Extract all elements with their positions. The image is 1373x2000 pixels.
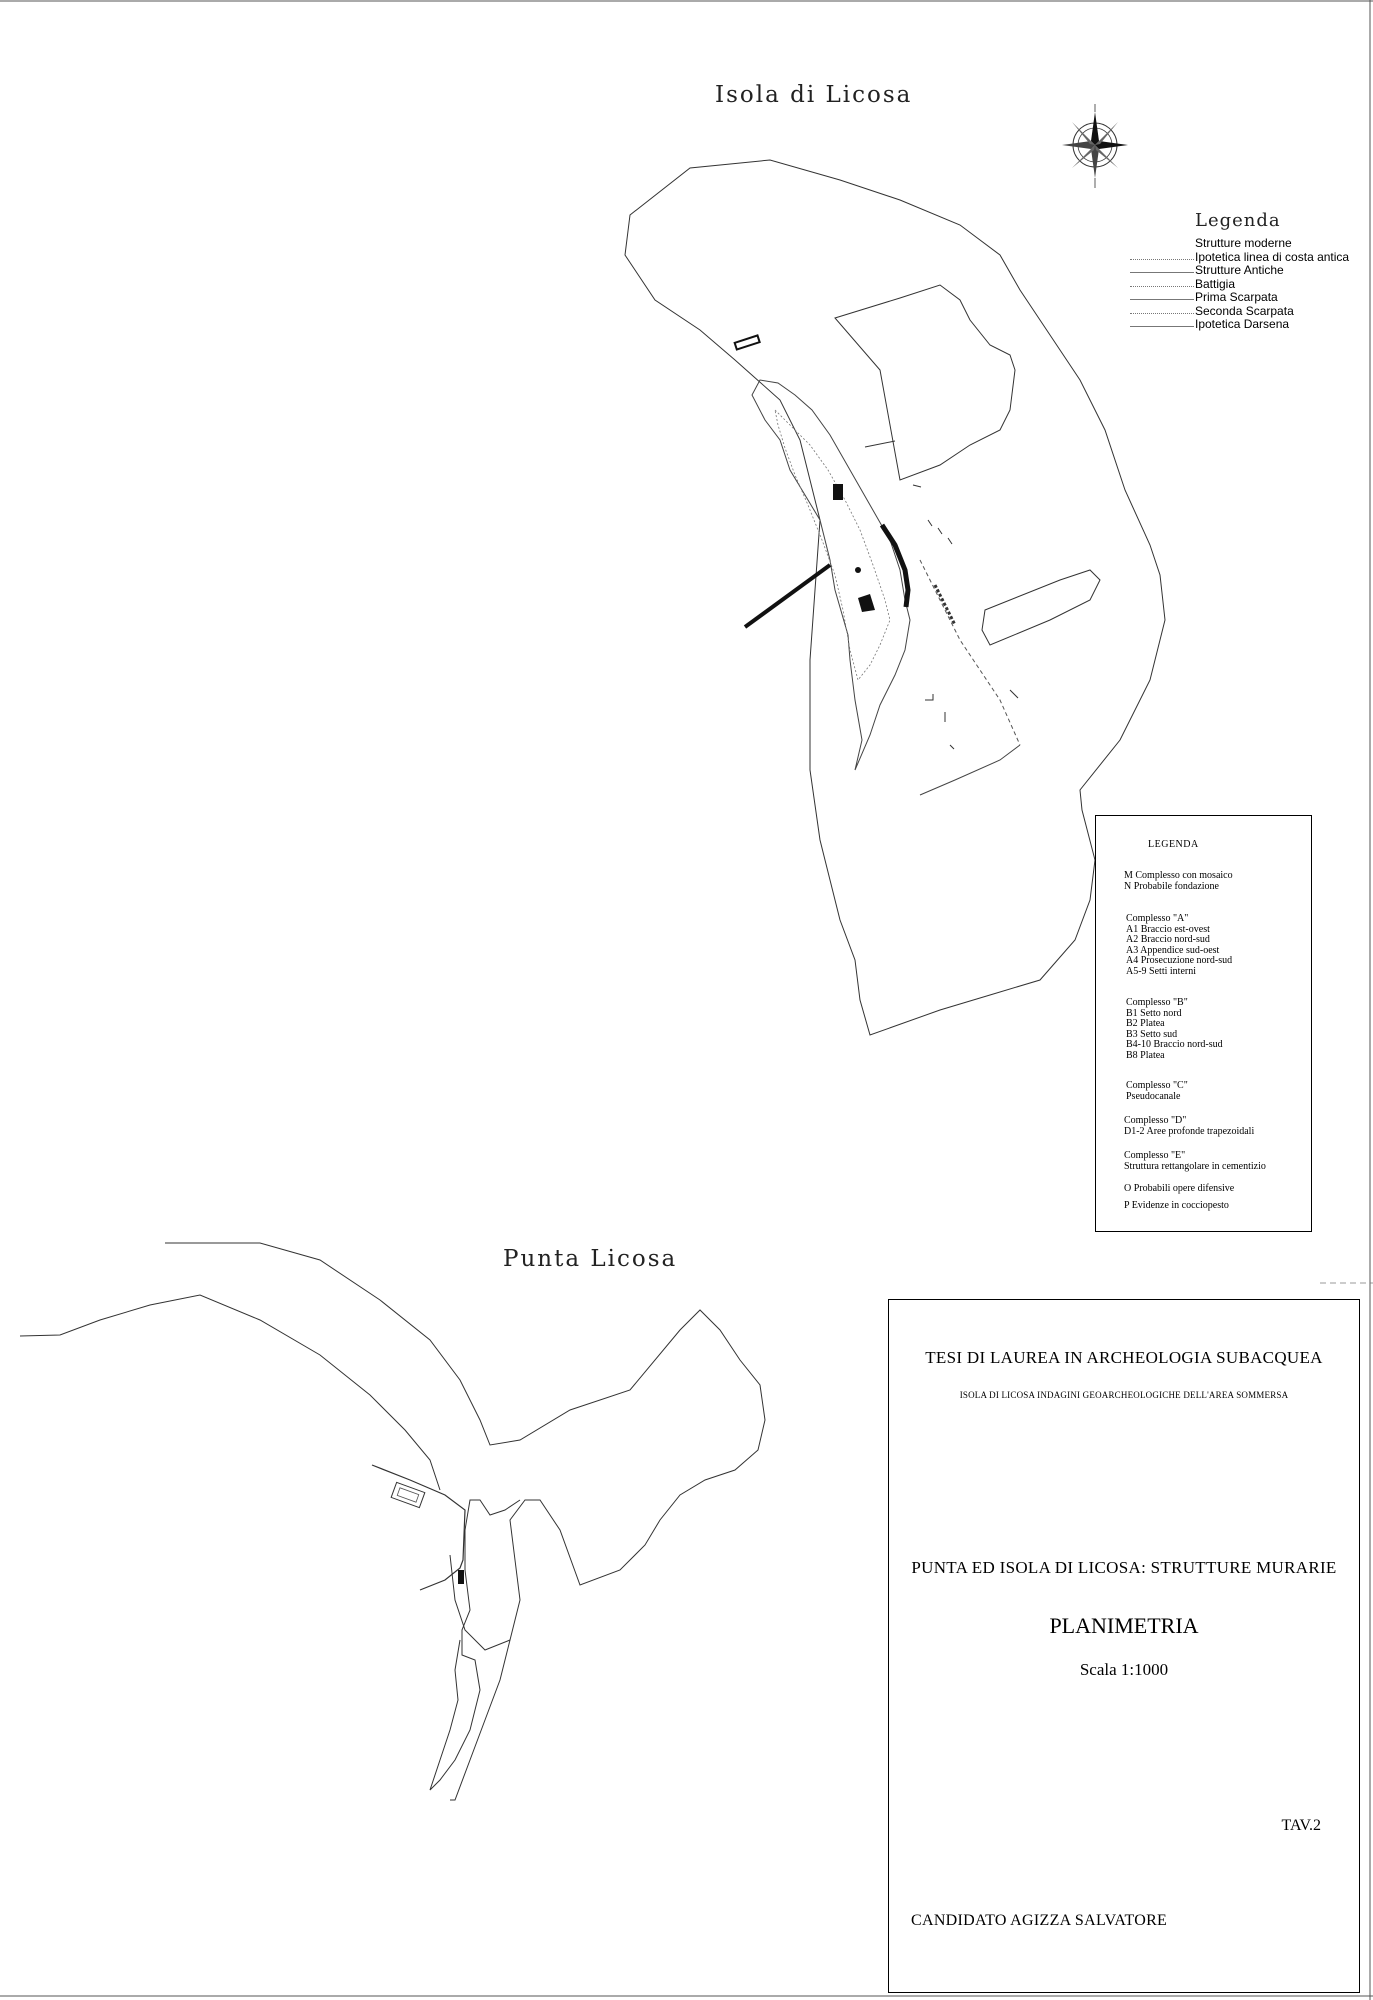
mainland-coast-west — [20, 1295, 440, 1490]
legend-top — [1130, 210, 1370, 332]
legend-line-swatch — [1130, 326, 1194, 327]
legend-entry: P Evidenze in cocciopesto — [1124, 1200, 1229, 1211]
candidate-name: CANDIDATO AGIZZA SALVATORE — [911, 1912, 1168, 1929]
legend-entry: A1 Braccio est-ovest — [1126, 923, 1210, 935]
legend-entry: B3 Setto sud — [1126, 1028, 1178, 1040]
thesis-subtitle: ISOLA DI LICOSA INDAGINI GEOARCHEOLOGICHE DELL'AREA SOMMERSA — [959, 1390, 1289, 1400]
drawing-type: PLANIMETRIA — [1049, 1613, 1199, 1638]
drawing-subject: PUNTA ED ISOLA DI LICOSA: STRUTTURE MURARIE — [911, 1558, 1337, 1577]
legend-line-swatch — [1130, 259, 1194, 260]
legend-box-title: LEGENDA — [1148, 839, 1199, 850]
legend-entry: Complesso "D" — [1124, 1115, 1187, 1126]
legend-entry: B1 Setto nord — [1126, 1007, 1182, 1019]
island-inner-outline — [752, 380, 910, 770]
structure-block-m — [833, 484, 843, 500]
legend-group — [1126, 914, 1232, 977]
legend-group — [1124, 1184, 1234, 1195]
legend-top-item — [1130, 318, 1370, 332]
title-block — [888, 1299, 1360, 1993]
legend-top-label: Prima Scarpata — [1195, 290, 1278, 304]
structure-block-e — [735, 335, 760, 349]
legend-group — [1124, 1151, 1266, 1172]
legend-top-item — [1130, 237, 1370, 251]
legend-group — [1124, 871, 1233, 892]
legend-entry: D1-2 Aree profonde trapezoidali — [1124, 1125, 1255, 1137]
legend-top-label: Battigia — [1195, 276, 1236, 291]
legend-entry: A2 Braccio nord-sud — [1126, 934, 1210, 945]
legend-line-swatch — [1130, 299, 1194, 300]
thesis-title: TESI DI LAUREA IN ARCHEOLOGIA SUBACQUEA — [925, 1348, 1323, 1367]
legend-entry: B4-10 Braccio nord-sud — [1126, 1039, 1223, 1050]
punta-rectangle — [391, 1482, 425, 1507]
legend-entry: N Probabile fondazione — [1124, 880, 1219, 892]
legend-entry: O Probabili opere difensive — [1124, 1183, 1235, 1194]
point-title: Punta Licosa — [503, 1246, 678, 1272]
legend-entry: B8 Platea — [1126, 1049, 1165, 1061]
legend-entry: M Complesso con mosaico — [1124, 870, 1233, 881]
structure-block-b — [858, 594, 875, 612]
structure-a1 — [745, 565, 830, 627]
legend-top-item — [1130, 278, 1370, 292]
legend-entry: Complesso "A" — [1126, 913, 1189, 924]
legend-entry: B2 Platea — [1126, 1018, 1165, 1029]
legend-box — [1095, 815, 1312, 1232]
drawing-scale: Scala 1:1000 — [1079, 1660, 1169, 1679]
structure-point-n — [855, 567, 861, 573]
sheet-number: TAV.2 — [1281, 1817, 1321, 1834]
legend-group — [1126, 1081, 1188, 1102]
legend-top-title: Legenda — [1195, 210, 1281, 231]
darsena-outline — [835, 285, 1015, 480]
legend-top-label: Ipotetica Darsena — [1195, 317, 1290, 331]
legend-top-label: Strutture moderne — [1195, 236, 1292, 250]
legend-entry: Complesso "E" — [1124, 1150, 1186, 1161]
legend-entry: A4 Prosecuzione nord-sud — [1126, 955, 1233, 966]
island-title: Isola di Licosa — [715, 82, 913, 108]
legend-top-label: Ipotetica linea di costa antica — [1195, 249, 1350, 264]
punta-modern-structure — [372, 1465, 465, 1590]
legend-entry: Struttura rettangolare in cementizio — [1124, 1160, 1266, 1172]
east-strip — [982, 570, 1100, 645]
compass-rose-icon — [1050, 100, 1140, 190]
legend-line-swatch — [1130, 286, 1194, 287]
island-shoreline — [775, 410, 890, 680]
legend-entry: A3 Appendice sud-oest — [1126, 944, 1220, 956]
legend-group — [1126, 998, 1223, 1061]
legend-group — [1124, 1201, 1229, 1212]
legend-entry: A5-9 Setti interni — [1126, 965, 1196, 977]
legend-top-label: Seconda Scarpata — [1195, 303, 1294, 318]
legend-line-swatch — [1130, 272, 1194, 273]
legend-line-swatch — [1130, 313, 1194, 314]
mainland-coast-upper — [165, 1243, 765, 1650]
legend-entry: Complesso "C" — [1126, 1080, 1188, 1091]
structure-south-edge — [920, 745, 1020, 795]
legend-top-item — [1130, 291, 1370, 305]
legend-entry: Pseudocanale — [1126, 1090, 1181, 1102]
legend-top-label: Strutture Antiche — [1195, 263, 1284, 277]
punta-wall — [458, 1570, 464, 1584]
legend-top-item — [1130, 251, 1370, 265]
legend-top-item — [1130, 264, 1370, 278]
punta-rectangle-inner — [397, 1488, 419, 1502]
legend-top-item — [1130, 305, 1370, 319]
island-outer-outline — [625, 160, 1165, 1035]
legend-group — [1124, 1116, 1254, 1137]
structure-hatched-strip — [935, 585, 955, 625]
mainland-coast-south — [450, 1640, 510, 1800]
legend-entry: Complesso "B" — [1126, 997, 1188, 1008]
